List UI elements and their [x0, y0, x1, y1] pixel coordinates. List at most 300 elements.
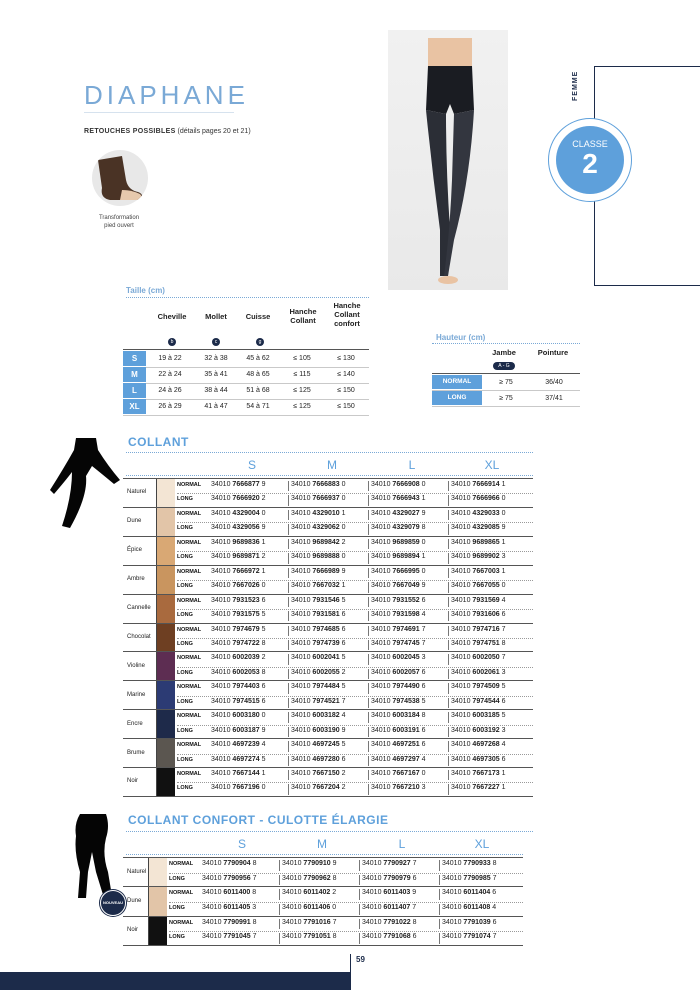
collant-col-divider — [368, 770, 369, 780]
collant-code-main: 9689865 — [472, 538, 500, 546]
collant-col-divider — [368, 727, 369, 737]
collant-code-check: 1 — [421, 495, 426, 503]
collant-code-main: 9689871 — [232, 553, 260, 561]
collant_confort-code-main: 6011407 — [383, 904, 411, 912]
collant-code — [211, 784, 266, 791]
page-number: 59 — [356, 955, 365, 964]
hauteur-heading-rule — [432, 343, 580, 344]
collant-code-main: 4697251 — [392, 741, 420, 749]
collant-code — [451, 640, 506, 647]
taille-top-rule — [123, 349, 369, 350]
collant-code-prefix: 34010 — [451, 481, 471, 488]
collant-code-check: 5 — [501, 712, 506, 720]
collant_confort-col-divider — [279, 933, 280, 944]
collant-col-divider — [288, 669, 289, 679]
collant-color-name: Noir — [127, 778, 139, 785]
collant-code-main: 7667210 — [392, 784, 420, 792]
collant_confort-col-divider — [279, 860, 280, 871]
collant-code — [211, 495, 266, 502]
collant-col-divider — [448, 669, 449, 679]
collant-code-prefix: 34010 — [291, 582, 311, 590]
collant-code-check: 2 — [261, 495, 266, 503]
collant-row-divider — [177, 609, 533, 610]
taille-row — [123, 351, 369, 368]
collant-divider — [156, 624, 157, 653]
collant-code — [291, 510, 346, 517]
collant-col-divider — [448, 626, 449, 636]
product-photo — [388, 30, 508, 290]
collant-color-group — [123, 623, 533, 653]
collant-code-prefix: 34010 — [291, 726, 311, 734]
taille-cell: 41 à 47 — [204, 403, 228, 410]
collant-code-check: 3 — [501, 553, 506, 561]
collant-code-prefix: 34010 — [371, 697, 391, 705]
collant-size-l: L — [408, 458, 416, 472]
collant-length-label: NORMAL — [177, 655, 202, 662]
collant-code — [451, 597, 506, 604]
taille-cell: ≤ 140 — [337, 371, 355, 378]
collant_confort-col-divider — [359, 919, 360, 930]
collant-code-main: 7667003 — [472, 567, 500, 575]
taille-cell: ≤ 130 — [337, 355, 355, 362]
collant-code-check: 0 — [421, 567, 426, 575]
collant-code-prefix: 34010 — [291, 741, 311, 749]
collant-code-prefix: 34010 — [291, 611, 311, 619]
collant-code-main: 7974490 — [392, 683, 420, 691]
collant-code-prefix: 34010 — [371, 755, 391, 763]
collant-code-main: 7667196 — [232, 784, 260, 792]
collant-code-prefix: 34010 — [371, 524, 391, 532]
collant-code-prefix: 34010 — [371, 509, 391, 517]
collant-color-group — [123, 507, 533, 537]
collant-code — [211, 611, 266, 618]
collant_confort-code-check: 7 — [252, 933, 257, 941]
collant-code-prefix: 34010 — [371, 596, 391, 604]
collant-code-check: 3 — [501, 668, 506, 676]
collant_confort-code-main: 7790956 — [223, 874, 251, 882]
collant-code — [451, 539, 506, 546]
taille-col-cheville: Cheville — [157, 312, 187, 321]
collant_confort-col-divider — [279, 904, 280, 915]
collant_confort-code-main: 7791068 — [383, 933, 411, 941]
collant-code — [371, 727, 426, 734]
collant-code-main: 7974403 — [232, 683, 260, 691]
collant_confort-color-swatch — [149, 887, 167, 916]
collant-code-prefix: 34010 — [291, 683, 311, 691]
collant-code-prefix: 34010 — [291, 567, 311, 575]
collant-code — [291, 683, 346, 690]
collant_confort-code-check: 2 — [332, 889, 337, 897]
collant-code — [211, 727, 266, 734]
collant_confort-code-prefix: 34010 — [282, 918, 302, 926]
collant-code-check: 4 — [501, 741, 506, 749]
collant-color-name: Marine — [127, 691, 146, 698]
collant-code-main: 6002061 — [472, 668, 500, 676]
hauteur-row-label: LONG — [432, 391, 482, 405]
collant-col-divider — [288, 611, 289, 621]
collant-code-prefix: 34010 — [371, 784, 391, 792]
collant-color-swatch — [157, 652, 175, 681]
collant-code-check: 9 — [501, 524, 506, 532]
confort-size-xl: XL — [474, 837, 490, 851]
collant-code-check: 2 — [261, 553, 266, 561]
nouveau-badge: NOUVEAU — [100, 890, 126, 916]
collant_confort-col-divider — [359, 860, 360, 871]
collant-code-main: 4329085 — [472, 524, 500, 532]
collant-code-main: 7667049 — [392, 582, 420, 590]
collant-col-divider — [448, 582, 449, 592]
collant-col-divider — [288, 698, 289, 708]
collant-code — [291, 654, 346, 661]
collant-code-prefix: 34010 — [291, 668, 311, 676]
collant-code-check: 0 — [341, 524, 346, 532]
collant_confort-code-main: 7790962 — [303, 874, 331, 882]
collant-length-label: LONG — [177, 669, 193, 676]
collant_confort-code-check: 9 — [412, 889, 417, 897]
collant-code — [371, 481, 426, 488]
collant-code-check: 7 — [501, 654, 506, 662]
collant-code-prefix: 34010 — [451, 553, 471, 561]
collant-col-divider — [288, 784, 289, 794]
collant-code-prefix: 34010 — [211, 625, 231, 633]
collant-code — [371, 495, 426, 502]
collant-code — [371, 698, 426, 705]
collant-code — [451, 568, 506, 575]
collant-length-label: LONG — [177, 554, 193, 561]
collant-code — [371, 640, 426, 647]
collant-code-check: 1 — [261, 770, 266, 777]
collant-col-divider — [288, 756, 289, 766]
collant-code-check: 6 — [341, 755, 346, 763]
collant-color-name: Naturel — [127, 489, 147, 496]
collant-code-check: 5 — [341, 741, 346, 749]
collant-length-label: NORMAL — [177, 568, 202, 575]
collant-code-prefix: 34010 — [211, 639, 231, 647]
collant-divider — [156, 768, 157, 797]
classe-label: CLASSE — [572, 139, 608, 149]
collant_confort-length-label: NORMAL — [169, 861, 194, 867]
collant-code — [451, 510, 506, 517]
collant-code-main: 7666883 — [312, 481, 340, 488]
collant-divider — [156, 508, 157, 537]
collant_confort-color-swatch — [149, 917, 167, 946]
collant-code-check: 2 — [341, 668, 346, 676]
collant-code-check: 6 — [261, 596, 266, 604]
collant-code-check: 6 — [421, 596, 426, 604]
collant-code-check: 0 — [501, 495, 506, 503]
collant-color-group — [123, 594, 533, 624]
collant-code-prefix: 34010 — [451, 654, 471, 662]
collant-code — [291, 597, 346, 604]
collant-col-divider — [288, 654, 289, 664]
collant-code-prefix: 34010 — [451, 567, 471, 575]
collant-code — [211, 756, 266, 763]
collant-col-divider — [288, 727, 289, 737]
collant-code — [211, 654, 266, 661]
collant_confort-code-main: 7791039 — [463, 918, 491, 926]
collant-row-divider — [177, 696, 533, 697]
collant-code-check: 0 — [261, 712, 266, 720]
collant_confort-code-main: 7791045 — [223, 933, 251, 941]
collant-code-check: 4 — [421, 611, 426, 619]
page-number-divider — [350, 954, 351, 990]
collant-code-prefix: 34010 — [371, 741, 391, 749]
collant_confort-code-main: 7791022 — [383, 918, 411, 926]
collant-code-main: 6003185 — [472, 712, 500, 720]
collant-length-label: NORMAL — [177, 771, 202, 777]
collant-code-main: 7666966 — [472, 495, 500, 503]
collant-color-name: Violine — [127, 662, 145, 669]
collant-col-divider — [368, 510, 369, 520]
collant-col-divider — [368, 481, 369, 491]
collant-code-main: 6003192 — [472, 726, 500, 734]
collant-color-group — [123, 680, 533, 710]
collant-code-check: 0 — [341, 553, 346, 561]
collant_confort-code — [442, 919, 497, 926]
hauteur-top-rule — [432, 373, 580, 374]
collant-length-label: NORMAL — [177, 539, 202, 546]
collant-code-prefix: 34010 — [211, 770, 231, 777]
collant-code-check: 2 — [261, 654, 266, 662]
collant-code — [371, 712, 426, 719]
collant-code-main: 6003190 — [312, 726, 340, 734]
collant_confort-code-check: 7 — [412, 904, 417, 912]
collant-code-check: 5 — [341, 654, 346, 662]
collant-code — [211, 683, 266, 690]
collant-code-main: 7666920 — [232, 495, 260, 503]
collant-col-divider — [288, 495, 289, 505]
collant-code-prefix: 34010 — [451, 639, 471, 647]
collant_confort-code-main: 6011400 — [223, 889, 251, 897]
collant-code-check: 4 — [341, 712, 346, 720]
collant-code-prefix: 34010 — [211, 697, 231, 705]
collant-code-prefix: 34010 — [291, 495, 311, 503]
confort-size-rule — [126, 854, 523, 855]
collant-code — [371, 784, 426, 791]
page-title: DIAPHANE — [84, 80, 249, 110]
collant-code-main: 6002039 — [232, 654, 260, 662]
collant-code-check: 8 — [261, 668, 266, 676]
collant-code — [211, 582, 266, 589]
collant-code-prefix: 34010 — [211, 481, 231, 488]
collant-code-check: 2 — [341, 784, 346, 792]
collant-col-divider — [288, 712, 289, 722]
collant-code — [371, 510, 426, 517]
collant_confort-col-divider — [439, 860, 440, 871]
collant-code-check: 1 — [501, 567, 506, 575]
collant-code — [211, 741, 266, 748]
collant-code — [291, 640, 346, 647]
collant_confort-code-check: 8 — [252, 860, 257, 867]
collant-code-prefix: 34010 — [371, 495, 391, 503]
collant-code-check: 3 — [421, 784, 426, 792]
collant-col-divider — [448, 784, 449, 794]
collant-code — [291, 553, 346, 560]
collant-code-main: 6003187 — [232, 726, 260, 734]
collant-color-name: Ambre — [127, 576, 145, 583]
collant_confort-code-prefix: 34010 — [362, 918, 382, 926]
collant-code-check: 9 — [421, 582, 426, 590]
collant-row-divider — [177, 754, 533, 755]
collant_confort-code — [202, 875, 257, 882]
collant-title: COLLANT — [128, 435, 189, 449]
collant-col-divider — [448, 568, 449, 578]
collant-divider — [156, 595, 157, 624]
collant_confort-code-main: 6011402 — [303, 889, 331, 897]
open-toe-foot-icon — [92, 150, 148, 206]
collant_confort-code-check: 9 — [332, 860, 337, 867]
collant-code — [451, 770, 506, 777]
collant-col-divider — [448, 611, 449, 621]
collant-col-divider — [368, 626, 369, 636]
collant-col-divider — [448, 524, 449, 534]
collant-color-name: Cannelle — [127, 605, 151, 612]
collant-code-prefix: 34010 — [451, 495, 471, 503]
collant-color-swatch — [157, 508, 175, 537]
collant-code — [371, 568, 426, 575]
collant-code-check: 4 — [261, 741, 266, 749]
collant-code-main: 7974716 — [472, 625, 500, 633]
collant-code-main: 4697280 — [312, 755, 340, 763]
collant-code-prefix: 34010 — [451, 726, 471, 734]
collant_confort-divider — [148, 858, 149, 887]
collant-code-prefix: 34010 — [211, 726, 231, 734]
collant-code-main: 6003184 — [392, 712, 420, 720]
collant_confort-code — [282, 933, 337, 940]
taille-cell: ≤ 125 — [293, 387, 311, 394]
collant-divider — [156, 566, 157, 595]
collant-code — [451, 626, 506, 633]
collant-code-main: 7931569 — [472, 596, 500, 604]
collant-code-main: 7974515 — [232, 697, 260, 705]
classe-number: 2 — [582, 148, 598, 179]
foot-caption-line-2: pied ouvert — [104, 223, 134, 229]
collant-code — [371, 611, 426, 618]
collant-code-prefix: 34010 — [291, 784, 311, 792]
collant_confort-code-prefix: 34010 — [442, 874, 462, 882]
collant_confort-col-divider — [359, 889, 360, 900]
collant-code-check: 6 — [261, 697, 266, 705]
collant-code-main: 9689842 — [312, 538, 340, 546]
collant_confort-code-prefix: 34010 — [202, 933, 222, 941]
collant-code — [451, 784, 506, 791]
collant-code-check: 8 — [421, 524, 426, 532]
collant-code — [291, 756, 346, 763]
collant_confort-code — [442, 933, 497, 940]
collant-code-prefix: 34010 — [371, 726, 391, 734]
collant_confort-code — [202, 919, 257, 926]
collant-code-main: 7931575 — [232, 611, 260, 619]
collant-code-check: 4 — [501, 596, 506, 604]
collant-code-prefix: 34010 — [451, 784, 471, 792]
collant-col-divider — [368, 524, 369, 534]
collant-code — [291, 524, 346, 531]
collant_confort-code-check: 6 — [412, 874, 417, 882]
collant_confort-code-main: 7790927 — [383, 860, 411, 867]
collant-code — [371, 654, 426, 661]
collant_confort-code — [202, 860, 257, 867]
collant-code-check: 7 — [501, 625, 506, 633]
collant-code-main: 4697239 — [232, 741, 260, 749]
taille-cell: 19 à 22 — [158, 355, 182, 362]
collant-code-prefix: 34010 — [371, 683, 391, 691]
collant-code-prefix: 34010 — [371, 654, 391, 662]
collant-code — [371, 597, 426, 604]
collant_confort-code-check: 7 — [492, 933, 497, 941]
collant-col-divider — [288, 539, 289, 549]
collant-code-main: 6002053 — [232, 668, 260, 676]
collant-code — [211, 524, 266, 531]
collant-col-divider — [288, 683, 289, 693]
collant-length-label: LONG — [177, 496, 193, 503]
collant_confort-length-label: NORMAL — [169, 919, 194, 926]
collant_confort-col-divider — [439, 875, 440, 886]
measure-marker-c: c — [212, 338, 220, 346]
collant-color-group — [123, 565, 533, 595]
collant-code-check: 0 — [261, 784, 266, 792]
collant-col-divider — [288, 597, 289, 607]
collant-length-label: NORMAL — [177, 742, 202, 749]
collant-code-prefix: 34010 — [211, 683, 231, 691]
collant-code-prefix: 34010 — [211, 524, 231, 532]
collant-code — [211, 640, 266, 647]
collant-code-main: 7667026 — [232, 582, 260, 590]
collant-col-divider — [448, 712, 449, 722]
collant-code-main: 4329033 — [472, 509, 500, 517]
collant_confort-col-divider — [279, 919, 280, 930]
collant-col-divider — [288, 741, 289, 751]
collant-code — [211, 626, 266, 633]
collant_confort-col-divider — [439, 904, 440, 915]
collant-bottom-rule — [123, 796, 533, 797]
collant-code-check: 8 — [261, 639, 266, 647]
retouches-detail: (détails pages 20 et 21) — [177, 128, 251, 135]
collant-code-check: 1 — [341, 509, 346, 517]
collant_confort-code-check: 8 — [332, 933, 337, 941]
taille-row — [123, 383, 369, 400]
collant_confort-code — [282, 875, 337, 882]
collant_confort-code-main: 7791016 — [303, 918, 331, 926]
collant_confort-row-divider — [169, 873, 523, 874]
collant-code-prefix: 34010 — [451, 524, 471, 532]
taille-col-cuisse: Cuisse — [245, 312, 271, 321]
collant-code-main: 4697274 — [232, 755, 260, 763]
taille-cell: ≤ 150 — [337, 403, 355, 410]
collant-code — [211, 510, 266, 517]
collant-code-check: 1 — [261, 538, 266, 546]
collant_confort-code-prefix: 34010 — [362, 933, 382, 941]
collant-col-divider — [288, 481, 289, 491]
collant_confort-code-check: 7 — [492, 874, 497, 882]
collant-code-main: 7666937 — [312, 495, 340, 503]
collant-code-main: 4329062 — [312, 524, 340, 532]
collant-color-swatch — [157, 739, 175, 768]
collant-code-main: 9689836 — [232, 538, 260, 546]
collant-code-main: 6002050 — [472, 654, 500, 662]
collant-code-check: 0 — [421, 481, 426, 488]
collant-code — [211, 481, 266, 488]
collant-code — [291, 784, 346, 791]
collant-code-check: 3 — [421, 654, 426, 662]
collant-col-divider — [368, 698, 369, 708]
hauteur-col-pointure: Pointure — [537, 348, 569, 357]
collant-code-main: 7974484 — [312, 683, 340, 691]
classe-badge — [556, 126, 624, 194]
collant-color-group — [123, 536, 533, 566]
collant-code — [371, 683, 426, 690]
collant-row-divider — [177, 638, 533, 639]
collant-length-label: LONG — [177, 727, 193, 734]
